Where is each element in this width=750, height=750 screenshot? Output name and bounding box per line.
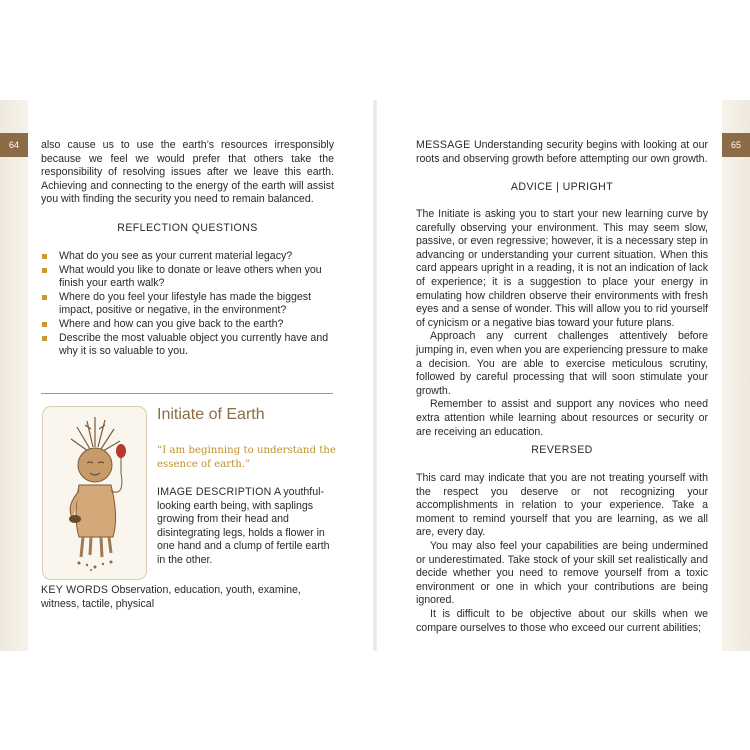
section-divider xyxy=(41,393,333,394)
paragraph: The Initiate is asking you to start your new learning curve by carefully observing your environment. This may seem slow, passive, or even regressive; however, it is a necessary step in advancing or understanding your current situation. When this card appears upright in a reading, it is not an indication of lack of experience; it is a suggestion to place your energy in emulating how children observe their environments with fresh eyes and a sense of wonder. This will allow you to rid yourself of cynicism or a negative bias toward your future plans. xyxy=(416,208,708,329)
card-quote: “I am beginning to understand the essence of earth.” xyxy=(157,445,336,470)
list-item: Where do you feel your lifestyle has made the biggest impact, positive or negative, in the environment? xyxy=(41,291,334,318)
reflection-questions-list xyxy=(41,250,334,359)
left-page-edge xyxy=(0,100,28,651)
paragraph: You may also feel your capabilities are being undermined or underestimated. Take stock of your skill set realistically and decide whether you need to remove yourself from a toxic environment or one in which your contributions are being ignored. xyxy=(416,539,708,607)
advice-upright-heading: ADVICE | UPRIGHT xyxy=(510,181,614,193)
reversed-heading: REVERSED xyxy=(531,444,593,456)
key-words: KEY WORDS Observation, education, youth, examine, witness, tactile, physical xyxy=(41,584,301,610)
reflection-questions-heading: REFLECTION QUESTIONS xyxy=(117,222,258,234)
image-description-label: IMAGE DESCRIPTION xyxy=(157,486,272,498)
bullet-icon xyxy=(42,322,47,327)
right-page-edge xyxy=(722,100,750,651)
message-label: MESSAGE xyxy=(416,139,471,151)
bullet-icon xyxy=(42,268,47,273)
paragraph: It is difficult to be objective about our skills when we compare ourselves to those who exceed our current abilities; xyxy=(416,607,708,634)
intro-paragraph: also cause us to use the earth’s resources irresponsibly because we feel we would prefer that others take the responsibility of resolving issues after we leave this earth. Achieving and connecting to the energy of the earth will assist you with finding the security you need to remain balanced. xyxy=(41,139,334,206)
card-title: Initiate of Earth xyxy=(157,406,265,423)
message-paragraph: MESSAGE Understanding security begins with looking at our roots and observing growth before attempting our own growth. xyxy=(416,139,708,165)
image-description: IMAGE DESCRIPTION A youthful-looking earth being, with saplings growing from their head and disintegrating legs, holds a flower in one hand and a clump of fertile earth in the other. xyxy=(157,486,330,566)
page-number-right: 65 xyxy=(722,133,750,157)
list-item: What would you like to donate or leave others when you finish your earth walk? xyxy=(41,264,334,291)
list-item: Describe the most valuable object you currently have and why it is so valuable to you. xyxy=(41,332,334,359)
paragraph: Remember to assist and support any novices who need extra attention while learning about resources or security or are receiving an education. xyxy=(416,398,708,438)
paragraph: This card may indicate that you are not treating yourself with the respect you deserve or not recognizing your accomplishments in relation to your experience. Take a moment to remind yourself that you are learning, as we all are, every day. xyxy=(416,472,708,539)
paragraph: Approach any current challenges attentively before jumping in, even when you are experiencing pressure to make a decision. You are able to exercise meticulous scrutiny, followed by careful processing that will soon stimulate your growth. xyxy=(416,330,708,397)
book-gutter xyxy=(373,100,377,651)
bullet-icon xyxy=(42,254,47,259)
page-number-left: 64 xyxy=(0,133,28,157)
list-item: What do you see as your current material legacy? xyxy=(41,250,334,264)
list-item: Where and how can you give back to the earth? xyxy=(41,318,334,332)
bullet-icon xyxy=(42,336,47,341)
bullet-icon xyxy=(42,295,47,300)
card-illustration xyxy=(42,406,147,580)
reversed-section xyxy=(416,472,708,635)
key-words-label: KEY WORDS xyxy=(41,584,109,596)
advice-upright-section xyxy=(416,208,708,439)
